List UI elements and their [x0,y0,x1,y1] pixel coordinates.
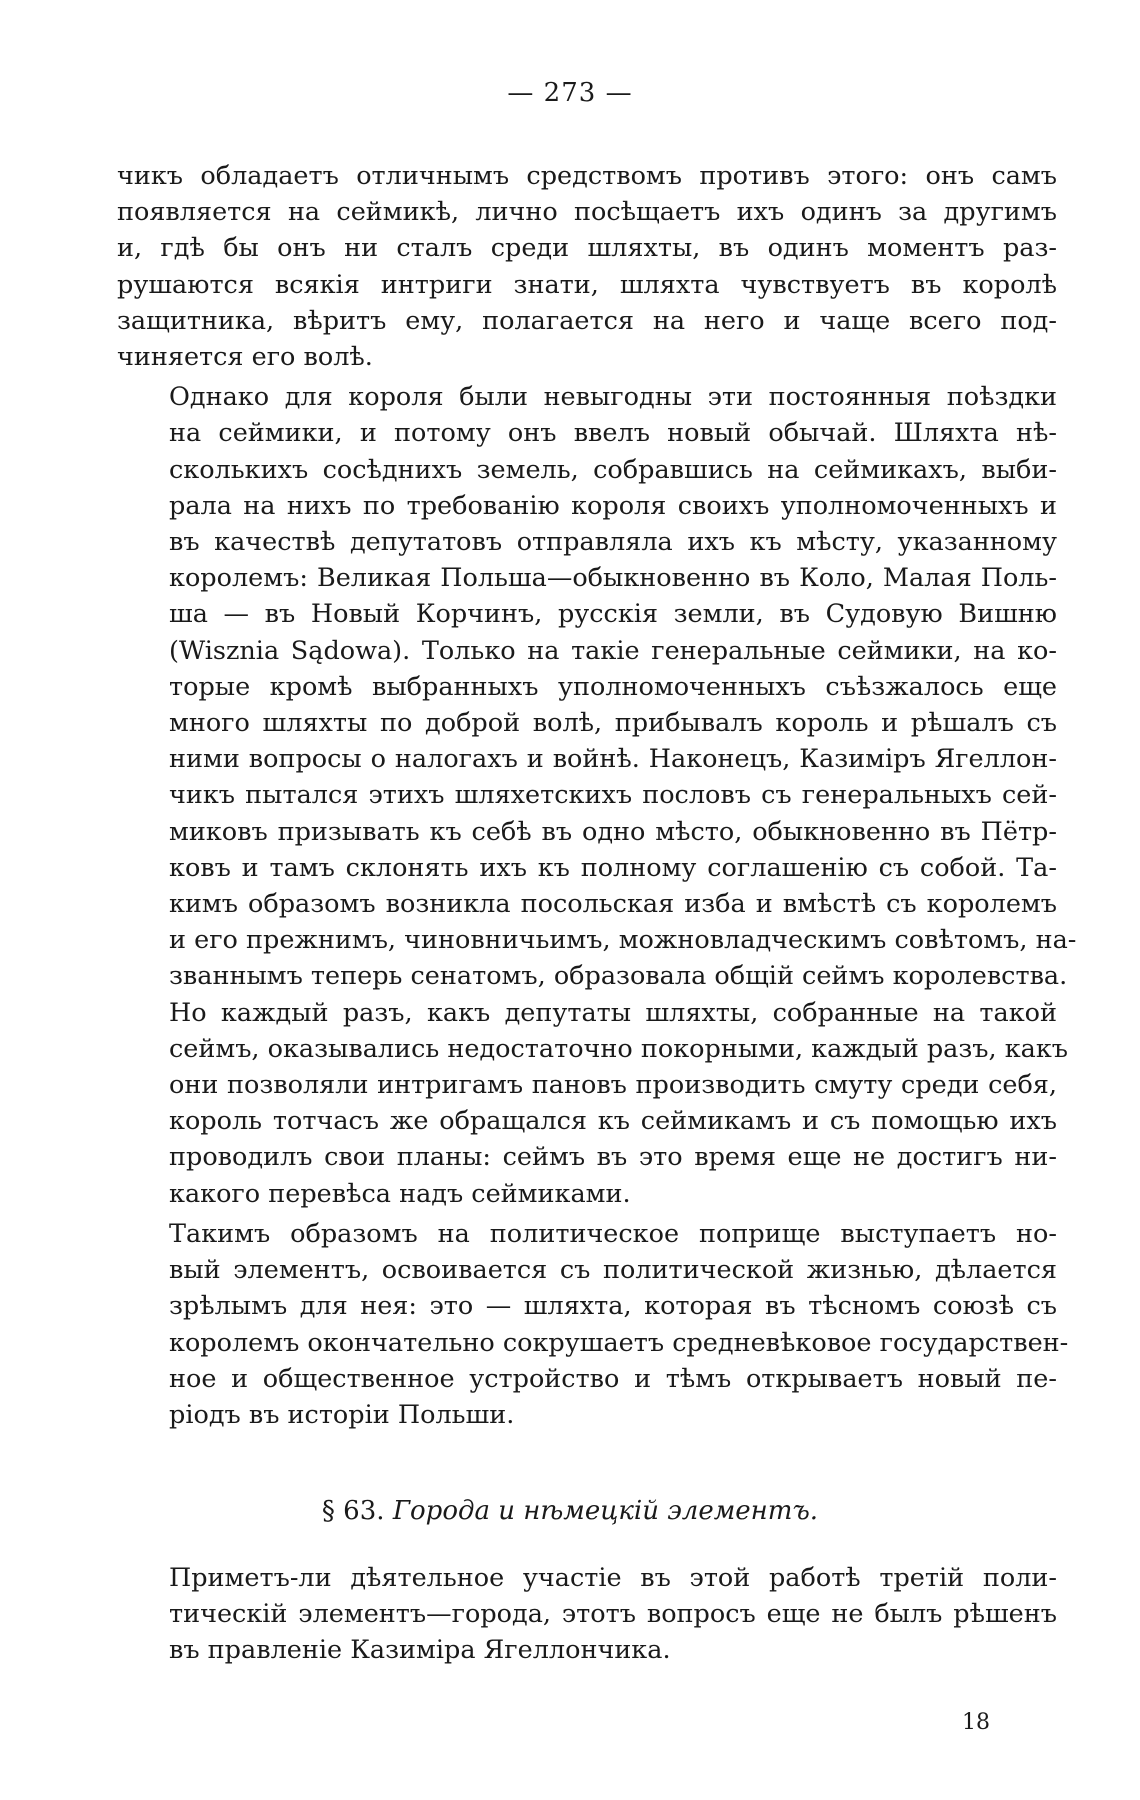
text-line: чиняется его волѣ. [117,342,373,373]
text-line: Однако для короля были невыгодны эти постоянныя поѣздки [169,382,1057,413]
text-line: ное и общественное устройство и тѣмъ открываетъ новый пе- [169,1363,1057,1394]
text-line: тическій элементъ—города, этотъ вопросъ еще не былъ рѣшенъ [169,1599,1057,1630]
text-line: зрѣлымъ для нея: это — шляхта, которая въ тѣсномъ союзѣ съ [169,1291,1057,1322]
text-line: миковъ призывать къ себѣ въ одно мѣсто, обыкновенно въ Пётр- [169,816,1057,847]
main-text [117,158,1077,1437]
page-number: — 273 — [507,78,633,108]
text-line: Такимъ образомъ на политическое поприще выступаетъ но- [169,1218,1057,1249]
paragraph-1 [117,158,1057,375]
text-line: вый элементъ, освоивается съ политической жизнью, дѣлается [169,1255,1057,1286]
paragraph-2 [117,379,1077,1212]
text-line: королемъ окончательно сокрушаетъ средневѣковое государствен- [169,1327,1069,1358]
section-heading [0,1494,1140,1528]
text-line: рушаются всякія интриги знати, шляхта чувствуетъ въ королѣ [117,269,1057,300]
text-line: проводилъ свои планы: сеймъ въ это время еще не достигъ ни- [169,1142,1057,1173]
text-line: ріодъ въ исторіи Польши. [169,1399,515,1430]
text-line: ними вопросы о налогахъ и войнѣ. Наконецъ, Казиміръ Ягеллон- [169,744,1057,775]
text-line: они позволяли интригамъ пановъ производить смуту среди себя, [169,1070,1057,1101]
final-paragraph [117,1560,1057,1669]
text-line: торые кромѣ выбранныхъ уполномоченныхъ съѣзжалось еще [169,671,1057,702]
paragraph-4 [117,1560,1057,1669]
text-line: защитника, вѣритъ ему, полагается на него и чаще всего под- [117,305,1057,336]
text-line: званнымъ теперь сенатомъ, образовала общій сеймъ королевства. [169,961,1068,992]
text-line: королемъ: Великая Польша—обыкновенно въ Коло, Малая Поль- [169,563,1057,594]
text-line: и его прежнимъ, чиновничьимъ, можновладческимъ совѣтомъ, на- [169,925,1077,956]
text-line: много шляхты по доброй волѣ, прибывалъ король и рѣшалъ съ [169,708,1057,739]
text-line: ковъ и тамъ склонять ихъ къ полному соглашенію съ собой. Та- [169,852,1057,883]
section-title: Города и нѣмецкій элементъ. [392,1496,819,1526]
paragraph-3 [117,1216,1069,1433]
text-line: король тотчасъ же обращался къ сеймикамъ и съ помощью ихъ [169,1106,1057,1137]
text-line: рала на нихъ по требованію короля своихъ уполномоченныхъ и [169,490,1057,521]
text-line: кимъ образомъ возникла посольская изба и вмѣстѣ съ королемъ [169,889,1057,920]
text-line: на сеймики, и потому онъ ввелъ новый обычай. Шляхта нѣ- [169,418,1057,449]
text-line: ша — въ Новый Корчинъ, русскія земли, въ Судовую Вишню [169,599,1057,630]
text-line: сколькихъ сосѣднихъ земель, собравшись на сеймикахъ, выби- [169,454,1057,485]
text-line: чикъ обладаетъ отличнымъ средствомъ противъ этого: онъ самъ [117,161,1057,191]
text-line: сеймъ, оказывались недостаточно покорными, каждый разъ, какъ [169,1033,1069,1064]
text-line: Приметъ-ли дѣятельное участіе въ этой работѣ третій поли- [169,1563,1057,1593]
text-line: въ качествѣ депутатовъ отправляла ихъ къ мѣсту, указанному [169,527,1057,558]
section-number: § 63. [321,1496,385,1526]
text-line: появляется на сеймикѣ, лично посѣщаетъ ихъ одинъ за другимъ [117,197,1057,228]
text-line: какого перевѣса надъ сеймиками. [169,1178,631,1209]
text-line: чикъ пытался этихъ шляхетскихъ пословъ съ генеральныхъ сей- [169,780,1057,811]
text-line: въ правленіе Казиміра Ягеллончика. [169,1635,671,1666]
text-line: (Wisznia Sądowa). Только на такіе генеральные сеймики, на ко- [169,635,1057,666]
text-line: Но каждый разъ, какъ депутаты шляхты, собранные на такой [169,997,1057,1028]
printer-signature-mark: 18 [962,1710,990,1735]
text-line: и, гдѣ бы онъ ни сталъ среди шляхты, въ одинъ моментъ раз- [117,233,1057,264]
